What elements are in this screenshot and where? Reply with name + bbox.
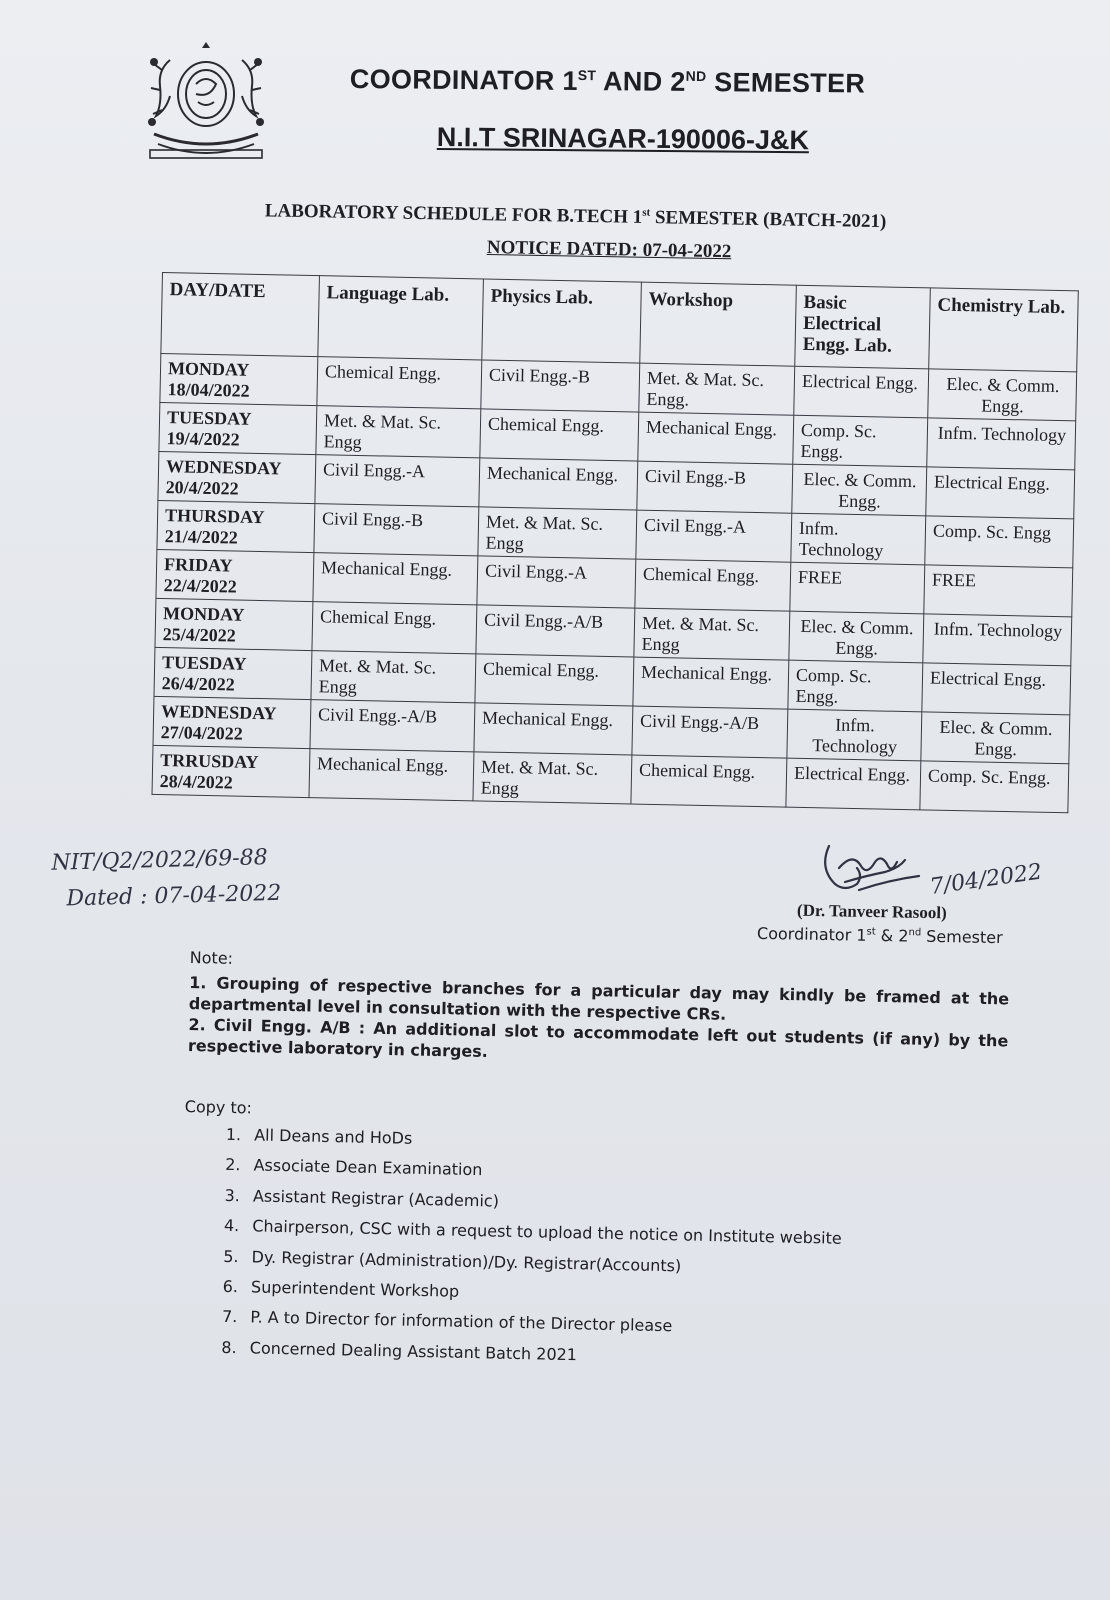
- header-institute-address: N.I.T SRINAGAR-190006-J&K: [436, 122, 810, 156]
- chemistry-lab-cell: Infm. Technology: [923, 614, 1072, 666]
- chemistry-lab-cell: Infm. Technology: [927, 418, 1076, 470]
- column-header-physics-lab: Physics Lab.: [482, 279, 642, 363]
- electrical-lab-cell: Infm. Technology: [787, 709, 922, 761]
- notice-date: NOTICE DATED: 07-04-2022: [486, 237, 732, 263]
- language-lab-cell: Civil Engg.-A: [315, 455, 480, 507]
- note-item: 1. Grouping of respective branches for a particular day may kindly be framed at the departmental level in consultation with the respective CRs.: [188, 972, 1010, 1024]
- chemistry-lab-cell: Elec. & Comm. Engg.: [921, 712, 1070, 764]
- language-lab-cell: Met. & Mat. Sc. Engg: [316, 406, 481, 458]
- copy-to-heading: Copy to:: [184, 1097, 253, 1118]
- workshop-cell: Mechanical Engg.: [633, 657, 789, 709]
- list-item: 4. Chairperson, CSC with a request to upload the notice on Institute website: [244, 1216, 982, 1262]
- workshop-cell: Civil Engg.-A/B: [632, 706, 788, 758]
- list-item: 1. All Deans and HoDs: [246, 1125, 984, 1171]
- electrical-lab-cell: Infm. Technology: [791, 513, 926, 565]
- day-cell: MONDAY 25/4/2022: [155, 598, 313, 650]
- workshop-cell: Chemical Engg.: [631, 755, 787, 807]
- electrical-lab-cell: Comp. Sc. Engg.: [793, 415, 928, 467]
- schedule-title: LABORATORY SCHEDULE FOR B.TECH 1st SEMESTER (BATCH-2021): [264, 200, 887, 233]
- institute-seal-logo: [140, 40, 272, 166]
- chemistry-lab-cell: Comp. Sc. Engg.: [920, 761, 1069, 813]
- day-cell: THURSDAY 21/4/2022: [157, 500, 315, 552]
- copy-to-section: [179, 1097, 984, 1384]
- electrical-lab-cell: Elec. & Comm. Engg.: [792, 464, 927, 516]
- language-lab-cell: Met. & Mat. Sc. Engg: [311, 651, 476, 703]
- chemistry-lab-cell: Electrical Engg.: [922, 663, 1071, 715]
- electrical-lab-cell: Elec. & Comm. Engg.: [789, 611, 924, 663]
- language-lab-cell: Mechanical Engg.: [313, 553, 478, 605]
- list-item: 3. Assistant Registrar (Academic): [245, 1186, 983, 1232]
- day-cell: TRRUSDAY 28/4/2022: [152, 745, 310, 797]
- physics-lab-cell: Chemical Engg.: [480, 409, 639, 461]
- signatory-name: (Dr. Tanveer Rasool): [796, 900, 947, 923]
- handwritten-ref-number: NIT/Q2/2022/69-88: [51, 845, 269, 876]
- column-header-chemistry-lab: Chemistry Lab.: [929, 288, 1079, 372]
- electrical-lab-cell: Electrical Engg.: [786, 758, 921, 810]
- physics-lab-cell: Mechanical Engg.: [479, 458, 638, 510]
- physics-lab-cell: Mechanical Engg.: [474, 703, 633, 755]
- day-cell: MONDAY 18/04/2022: [160, 353, 318, 405]
- electrical-lab-cell: Comp. Sc. Engg.: [788, 660, 923, 712]
- chemistry-lab-cell: Comp. Sc. Engg: [925, 516, 1074, 568]
- day-cell: FRIDAY 22/4/2022: [156, 549, 314, 601]
- physics-lab-cell: Chemical Engg.: [475, 654, 634, 706]
- column-header-language-lab: Language Lab.: [318, 276, 484, 360]
- workshop-cell: Met. & Mat. Sc. Engg.: [639, 363, 795, 415]
- day-cell: TUESDAY 26/4/2022: [154, 647, 312, 699]
- list-item: 5. Dy. Registrar (Administration)/Dy. Registrar(Accounts): [243, 1247, 981, 1293]
- language-lab-cell: Civil Engg.-A/B: [310, 700, 475, 752]
- physics-lab-cell: Met. & Mat. Sc. Engg: [478, 507, 637, 559]
- handwritten-reference: [51, 838, 343, 926]
- workshop-cell: Mechanical Engg.: [638, 412, 794, 464]
- workshop-cell: Civil Engg.-A: [636, 510, 792, 562]
- list-item: 2. Associate Dean Examination: [245, 1156, 983, 1202]
- day-cell: WEDNESDAY 20/4/2022: [158, 451, 316, 503]
- list-item: 8. Concerned Dealing Assistant Batch 2021: [241, 1338, 979, 1384]
- language-lab-cell: Chemical Engg.: [312, 602, 477, 654]
- signature-date: 7/04/2022: [928, 859, 1044, 900]
- physics-lab-cell: Civil Engg.-B: [481, 360, 640, 412]
- signatory-designation: Coordinator 1st & 2nd Semester: [756, 923, 1003, 948]
- electrical-lab-cell: Electrical Engg.: [794, 366, 929, 418]
- chemistry-lab-cell: Electrical Engg.: [926, 467, 1075, 519]
- copy-to-list: [179, 1124, 984, 1384]
- language-lab-cell: Chemical Engg.: [317, 357, 482, 409]
- column-header-workshop: Workshop: [640, 282, 797, 366]
- physics-lab-cell: Civil Engg.-A/B: [476, 605, 635, 657]
- column-header-electrical-lab: Basic Electrical Engg. Lab.: [795, 285, 931, 369]
- list-item: 7. P. A to Director for information of the Director please: [242, 1308, 980, 1354]
- physics-lab-cell: Met. & Mat. Sc. Engg: [473, 752, 632, 804]
- language-lab-cell: Mechanical Engg.: [309, 749, 474, 801]
- electrical-lab-cell: FREE: [790, 562, 925, 614]
- list-item: 6. Superintendent Workshop: [243, 1277, 981, 1323]
- language-lab-cell: Civil Engg.-B: [314, 504, 479, 556]
- chemistry-lab-cell: Elec. & Comm. Engg.: [928, 369, 1077, 421]
- header-coordinator-title: COORDINATOR 1ST AND 2ND SEMESTER: [349, 64, 866, 99]
- day-cell: WEDNESDAY 27/04/2022: [153, 696, 311, 748]
- column-header-day-date: DAY/DATE: [161, 273, 320, 357]
- workshop-cell: Chemical Engg.: [635, 559, 791, 611]
- day-cell: TUESDAY 19/4/2022: [159, 402, 317, 454]
- notes-heading: Note:: [189, 947, 234, 968]
- notes-section: [188, 947, 1010, 1072]
- note-item: 2. Civil Engg. A/B : An additional slot to accommodate left out students (if any) by the respective laboratory in charges.: [187, 1014, 1009, 1061]
- chemistry-lab-cell: FREE: [924, 565, 1073, 617]
- workshop-cell: Civil Engg.-B: [637, 461, 793, 513]
- physics-lab-cell: Civil Engg.-A: [477, 556, 636, 608]
- lab-schedule-table: [152, 272, 1079, 813]
- handwritten-ref-date: Dated : 07-04-2022: [66, 880, 282, 912]
- workshop-cell: Met. & Mat. Sc. Engg: [634, 608, 790, 660]
